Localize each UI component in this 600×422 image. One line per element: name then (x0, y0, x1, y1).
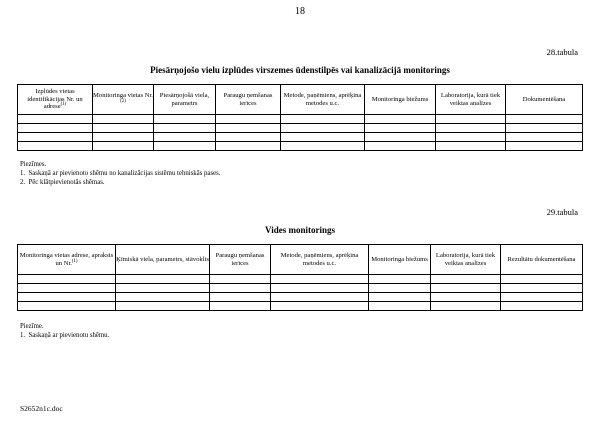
table-28-notes (20, 160, 220, 188)
table-header-cell: Monitoringa vietas Nr.$^{(2)}$ (93, 85, 154, 115)
table-row (18, 115, 583, 124)
table-header-cell: Laboratorija, kurā tiek veiktas analīzes (431, 245, 501, 275)
table-header-cell: Ķīmiskā viela, parametrs, stāvoklis (116, 245, 210, 275)
table-row (18, 275, 583, 284)
notes-title: Piezīme. (20, 323, 44, 330)
table-row (18, 124, 583, 133)
notes-title: Piezīmes. (20, 161, 47, 168)
footer-filename: S2652n1c.doc (20, 404, 63, 413)
table-29-header-row (18, 245, 583, 275)
table-row (18, 284, 583, 293)
table-header-cell: Metode, paņēmiens, aprēķina metodes u.c. (271, 245, 369, 275)
note-item: 2. Pēc klātpievienotās shēmas. (20, 179, 105, 187)
table-header-cell: Paraugu ņemšanas ierīces (216, 85, 281, 115)
table-row (18, 302, 583, 311)
table-header-cell: Paraugu ņemšanas ierīces (210, 245, 271, 275)
table-row (18, 293, 583, 302)
table-header-cell: Monitoringa vietas adrese, apraksts un Nr.$^{(1)}$ (18, 245, 116, 275)
note-item: 1. Saskaņā ar pievienotu shēmu. (20, 332, 110, 340)
table-header-cell: Metode, paņēmiens, aprēķina metodes u.c. (281, 85, 365, 115)
table-29 (17, 244, 583, 311)
table-28-header-row (18, 85, 583, 115)
table-header-cell: Laboratorija, kurā tiek veiktas analīzes (436, 85, 506, 115)
table-header-cell: Piesārņojošā viela, parametrs (154, 85, 216, 115)
table-28 (17, 84, 583, 151)
table-header-cell: Dokumentēšana (506, 85, 583, 115)
page-number: 18 (295, 6, 305, 17)
table-28-title: Piesārņojošo vielu izplūdes virszemes ūdenstilpēs vai kanalizācijā monitorings (150, 65, 450, 75)
table-29-label: 29.tabula (546, 207, 578, 217)
table-29-title: Vides monitorings (265, 225, 335, 235)
table-28-label: 28.tabula (546, 47, 578, 57)
table-29-notes (20, 322, 109, 340)
table-header-cell: Rezultātu dokumentēšana (501, 245, 583, 275)
table-header-cell: Izplūdes vietas identifikācijas Nr. un adrese$^{(1)}$ (18, 85, 93, 115)
table-row (18, 133, 583, 142)
table-header-cell: Monitoringa biežums (369, 245, 431, 275)
table-header-cell: Monitoringa biežums (365, 85, 436, 115)
note-item: 1. Saskaņā ar pievienoto shēmu no kanalizācijas sistēmu tehniskās pases. (20, 170, 221, 178)
table-row (18, 142, 583, 151)
